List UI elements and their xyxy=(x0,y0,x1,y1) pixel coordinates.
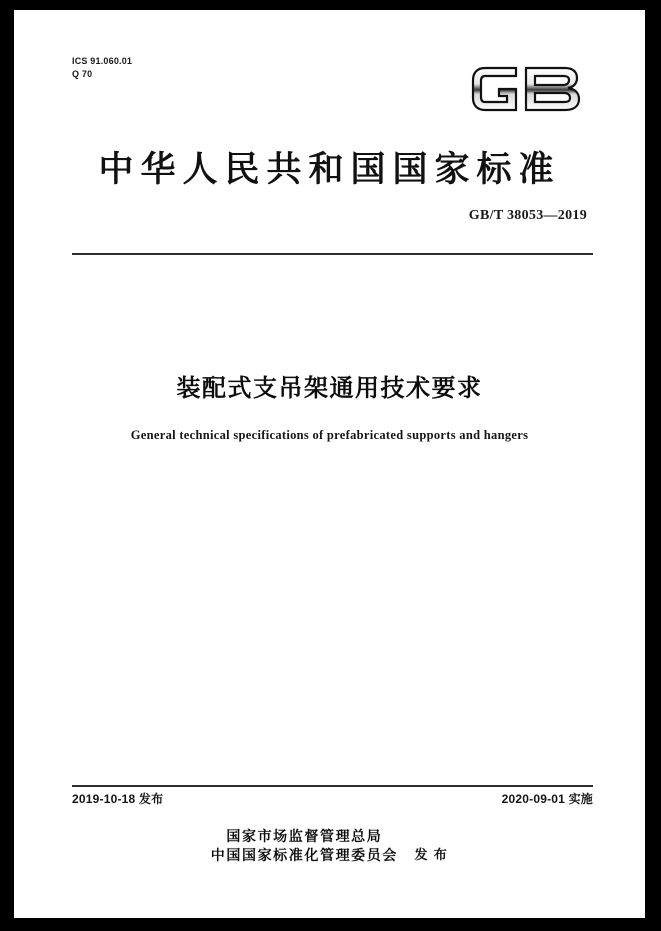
standard-cover-page xyxy=(14,10,645,918)
divider-top xyxy=(72,253,593,255)
publisher-block xyxy=(14,828,645,866)
divider-bottom xyxy=(72,785,593,787)
effective-date: 2020-09-01 实施 xyxy=(501,792,593,806)
publisher-line-2: 中国国家标准化管理委员会 xyxy=(210,849,398,864)
issue-date: 2019-10-18 发布 xyxy=(72,792,164,806)
document-title-chinese: 装配式支吊架通用技术要求 xyxy=(176,376,483,402)
classification-code: Q 70 xyxy=(72,69,93,79)
gb-logo xyxy=(469,58,593,120)
document-title-english: General technical specifications of prefabricated supports and hangers xyxy=(130,428,529,442)
page-title: 中华人民共和国国家标准 xyxy=(98,150,561,189)
publisher-names xyxy=(211,828,398,866)
publisher-line-1: 国家市场监督管理总局 xyxy=(226,830,383,845)
ics-code: ICS 91.060.01 xyxy=(72,56,133,66)
standard-number: GB/T 38053—2019 xyxy=(468,208,587,223)
ics-classification-block xyxy=(72,55,132,81)
publisher-label: 发 布 xyxy=(414,846,449,862)
